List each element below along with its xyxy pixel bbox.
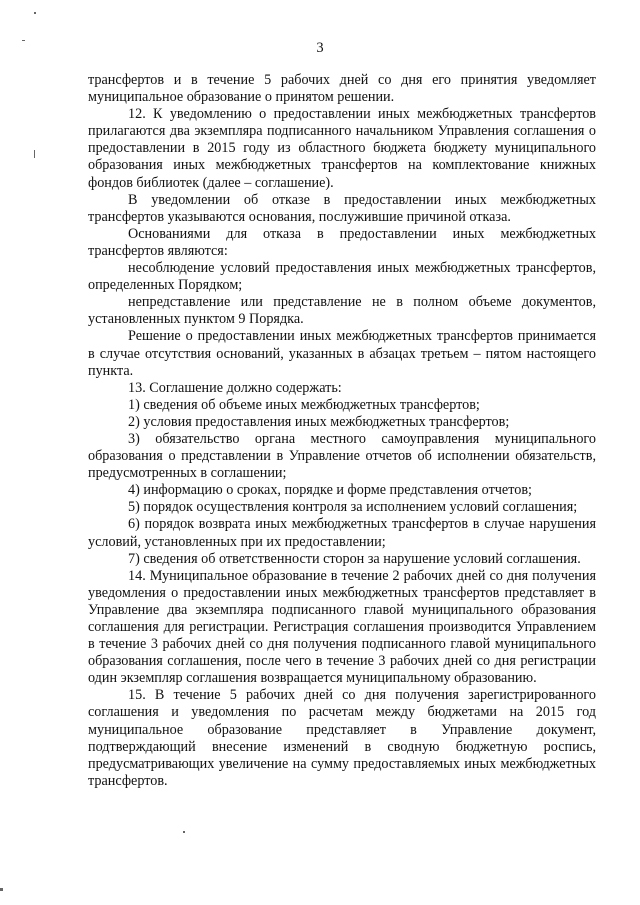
list-item: 4) информацию о сроках, порядке и форме представления отчетов;	[128, 482, 532, 499]
paragraph: непредставление или представление не в полном объеме документов, установленных пунктом 9 Порядка.	[88, 294, 596, 328]
list-item: 1) сведения об объеме иных межбюджетных трансфертов;	[128, 396, 480, 413]
paragraph: Решение о предоставлении иных межбюджетных трансфертов принимается в случае отсутствия оснований, указанных в абзацах третьем – пятом настоящего пункта.	[88, 328, 596, 379]
paragraph: В уведомлении об отказе в предоставлении иных межбюджетных трансфертов указываются основания, послужившие причиной отказа.	[88, 191, 596, 225]
list-item: 3) обязательство органа местного самоуправления муниципального образования о представлении в Управление отчетов об исполнении обязательств, предусмотренных в соглашении;	[88, 430, 596, 482]
list-item: 7) сведения об ответственности сторон за нарушение условий соглашения.	[128, 550, 581, 567]
scan-mark	[34, 12, 36, 14]
list-item: 5) порядок осуществления контроля за исполнением условий соглашения;	[128, 499, 578, 516]
list-item: 2) условия предоставления иных межбюджетных трансфертов;	[128, 413, 510, 430]
paragraph: несоблюдение условий предоставления иных межбюджетных трансфертов, определенных Порядком;	[88, 260, 596, 294]
scan-mark	[0, 888, 3, 891]
paragraph: 13. Соглашение должно содержать:	[128, 379, 342, 396]
document-body	[88, 72, 596, 790]
scan-mark	[34, 150, 35, 158]
paragraph: 14. Муниципальное образование в течение 2 рабочих дней со дня получения уведомления о предоставлении иных межбюджетных трансфертов представляет в Управление два экземпляра подписанного главой муниципального образования соглашения для регистрации. Регистрация соглашения производится Управлением в течение 3 рабочих дней со дня получения подписанного главой муниципального образования соглашения, после чего в течение 3 рабочих дней со дня регистрации один экземпляр соглашения возвращается муниципальному образованию.	[88, 567, 596, 687]
scan-mark	[183, 831, 185, 833]
paragraph: трансфертов и в течение 5 рабочих дней со дня его принятия уведомляет муниципальное образование о принятом решении.	[88, 72, 596, 106]
paragraph: Основаниями для отказа в предоставлении иных межбюджетных трансфертов являются:	[88, 225, 596, 259]
paragraph: 15. В течение 5 рабочих дней со дня получения зарегистрированного соглашения и уведомления по расчетам между бюджетами на 2015 год муниципальное образование представляет в Управление документ, подтверждающий внесение изменений в сводную бюджетную роспись, предусматривающих увеличение на сумму предоставляемых иных межбюджетных трансфертов.	[88, 687, 596, 789]
list-item: 6) порядок возврата иных межбюджетных трансфертов в случае нарушения условий, установленных при их предоставлении;	[88, 516, 596, 550]
paragraph: 12. К уведомлению о предоставлении иных межбюджетных трансфертов прилагаются два экземпляра подписанного начальником Управления соглашения о предоставлении в 2015 году из областного бюджета бюджету муниципального образования иных межбюджетных трансфертов на комплектование книжных фондов библиотек (далее – соглашение).	[88, 106, 596, 191]
page-number: 3	[316, 40, 324, 56]
